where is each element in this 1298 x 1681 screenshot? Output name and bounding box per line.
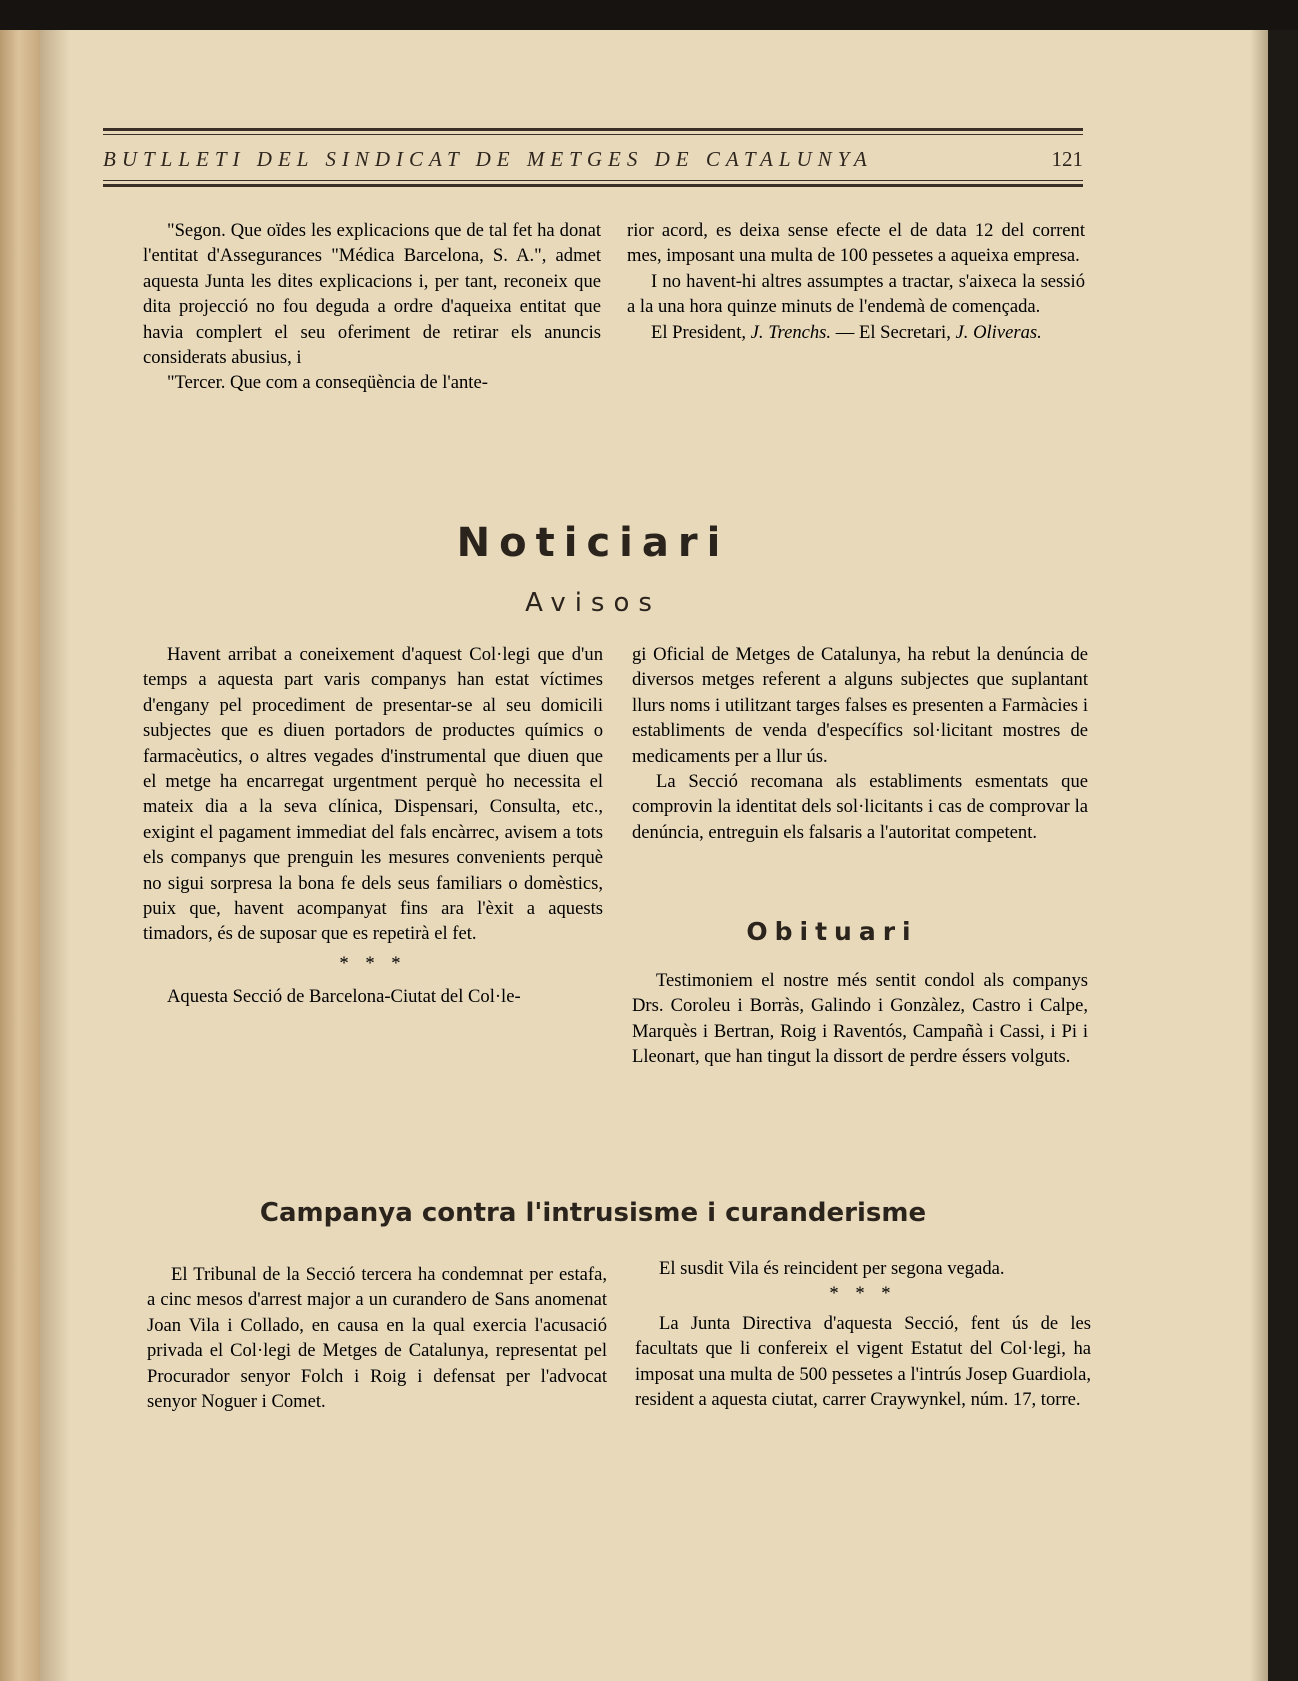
signature-line (627, 320, 1085, 345)
signature-middle: — El Secretari, (831, 321, 956, 343)
paragraph: "Segon. Que oïdes les explicacions que de tal fet ha donat l'entitat d'Assegurances "Médica Barcelona, S. A.", admet aquesta Junta les dites explicacions i, per tant, reconeix que dita projecció no fou deguda a ordre d'aqueixa entitat que havia complert el seu oferiment de retirar els anuncis considerats abusius, i (143, 220, 601, 369)
obituari-text-column (632, 968, 1088, 1070)
paragraph: La Secció recomana als establiments esmentats que comprovin la identitat dels sol·licitants i cas de comprovar la denúncia, entreguin els falsaris a l'autoritat competent. (632, 771, 1088, 843)
subsection-title-avisos: Avisos (525, 588, 661, 618)
page-number: 121 (1051, 146, 1083, 171)
paragraph: Aquesta Secció de Barcelona-Ciutat del Col·le- (167, 986, 521, 1008)
paragraph: La Junta Directiva d'aquesta Secció, fent ús de les facultats que li confereix el vigent Estatut del Col·legi, ha imposat una multa de 500 pessetes a l'intrús Josep Guardiola, resident a aquesta ciutat, carrer Craywynkel, núm. 17, torre. (635, 1312, 1091, 1411)
header-rule-bottom-thick (103, 184, 1083, 187)
paragraph: "Tercer. Que com a conseqüència de l'ante- (167, 372, 488, 394)
top-left-column (143, 218, 601, 396)
president-name: J. Trenchs. (750, 321, 832, 343)
secretary-name: J. Oliveras. (955, 321, 1042, 343)
section-title-noticiari: Noticiari (456, 520, 730, 566)
scan-border-right (1268, 30, 1298, 1681)
running-header (103, 140, 1083, 178)
paragraph: El Tribunal de la Secció tercera ha condemnat per estafa, a cinc mesos d'arrest major a un curandero de Sans anomenat Joan Vila i Collado, en causa en la qual exercia l'acusació privada el Col·legi de Metges de Catalunya, representat pel Procurador senyor Folch i Roig i defensat per l'advocat senyor Noguer i Comet. (147, 1264, 607, 1413)
paragraph: El susdit Vila és reincident per segona vegada. (659, 1258, 1005, 1279)
previous-page-edge (0, 30, 42, 1681)
paragraph: Testimoniem el nostre més sentit condol als companys Drs. Coroleu i Borràs, Galindo i Gonzàlez, Castro i Calpe, Marquès i Bertran, Roig i Raventós, Campañà i Cassi, i Pi i Lleonart, que han tingut la dissort de perdre éssers volguts. (632, 970, 1088, 1068)
section-separator: * * * (339, 952, 407, 974)
paragraph: rior acord, es deixa sense efecte el de data 12 del corrent mes, imposant una multa de 100 pessetes a aqueixa empresa. (627, 220, 1085, 267)
journal-title: BUTLLETI DEL SINDICAT DE METGES DE CATALUNYA (103, 146, 873, 171)
paragraph: I no havent-hi altres assumptes a tractar, s'aixeca la sessió a la una hora quinze minuts de l'endemà de començada. (627, 270, 1085, 318)
campanya-left-column (147, 1262, 607, 1414)
campanya-right-column (635, 1256, 1091, 1412)
page-gutter-shadow (40, 30, 70, 1681)
avisos-right-column (632, 642, 1088, 845)
page-edge-shadow (1250, 30, 1268, 1681)
section-title-campanya: Campanya contra l'intrusisme i curanderisme (259, 1198, 927, 1228)
paragraph: Havent arribat a coneixement d'aquest Col·legi que d'un temps a aquesta part varis companys han estat víctimes d'engany pel procediment de presentar-se al seu domicili subjectes que es diuen portadors de productes químics o farmacèutics, o altres vegades d'instrumental que diuen que el metge ha encarregat urgentment perquè ho necessita el mateix dia a la seva clínica, Dispensari, Consulta, etc., exigint el pagament immediat del fals encàrrec, avisem a tots els companys que prenguin les mesures convenients perquè no sigui sorpresa la bona fe dels seus familiars o domèstics, puix que, havent acompanyat fins ara l'èxit a aquests timadors, és de suposar que es repetirà el fet. (143, 644, 603, 945)
subsection-title-obituari: Obituari (746, 917, 918, 946)
header-rule-top-thick (103, 128, 1083, 131)
header-rule-top-thin (103, 134, 1083, 135)
signature-prefix: El President, (651, 321, 751, 343)
header-rule-bottom-thin (103, 180, 1083, 181)
top-right-column (627, 218, 1085, 345)
section-separator: * * * (829, 1283, 897, 1305)
avisos-left-column (143, 642, 603, 1010)
paragraph: gi Oficial de Metges de Catalunya, ha rebut la denúncia de diversos metges referent a alguns subjectes que suplantant llurs noms i utilitzant targes falses es presenten a Farmàcies i establiments de venda d'específics sol·licitant mostres de medicaments per a llur ús. (632, 644, 1088, 767)
